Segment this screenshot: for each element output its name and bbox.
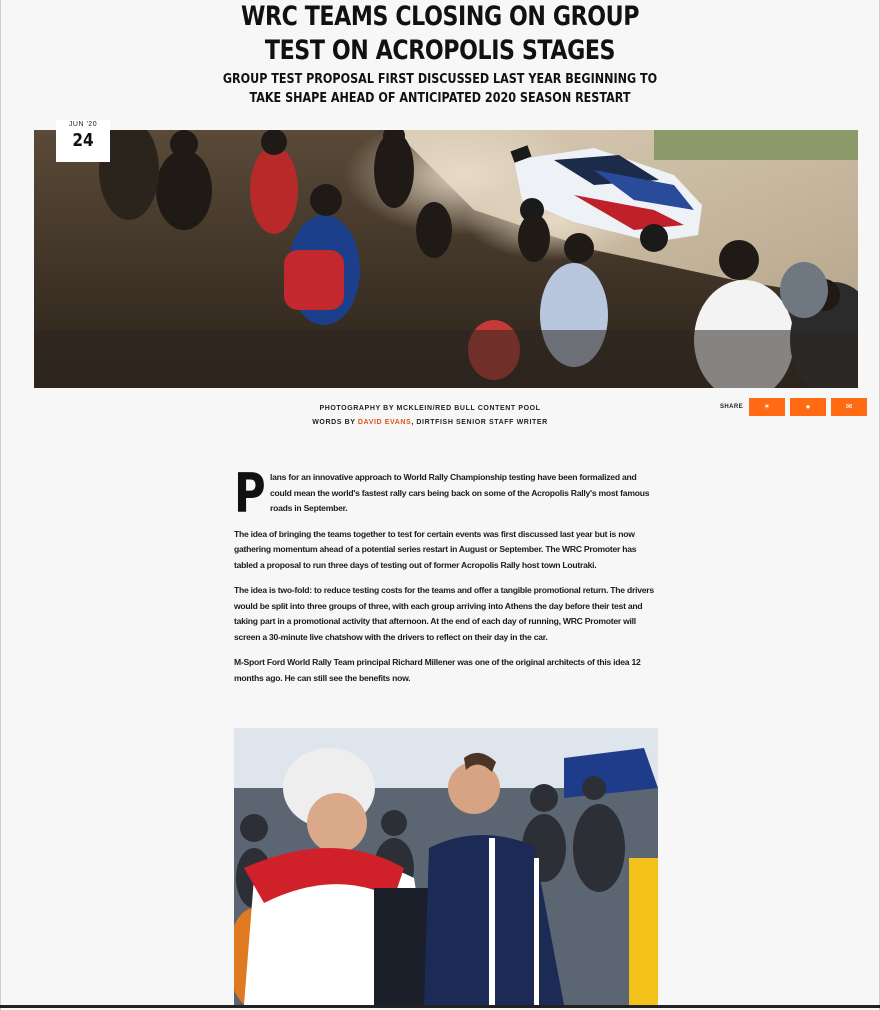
dropcap: P — [234, 462, 266, 525]
paragraph-1-text: lans for an innovative approach to World Rally Championship testing have been formalized and could mean the world's fastest rally cars being back on some of the Acropolis Rally's most famous roads in September. — [270, 472, 650, 513]
second-image — [234, 728, 658, 1005]
article-title — [79, 0, 801, 68]
share-bar — [720, 398, 867, 416]
byline-suffix: , DIRTFISH SENIOR STAFF WRITER — [411, 419, 548, 426]
twitter-icon: ✶ — [763, 402, 771, 411]
byline-prefix: WORDS BY — [312, 419, 358, 426]
hero-image — [34, 130, 858, 388]
date-month: JUN '20 — [68, 121, 98, 128]
rally-car-spectators-photo — [34, 130, 858, 388]
article-subtitle — [62, 70, 819, 108]
date-day: 24 — [72, 130, 94, 151]
share-facebook-button[interactable] — [790, 398, 826, 416]
share-email-button[interactable] — [831, 398, 867, 416]
article-title-line-1: WRC TEAMS CLOSING ON GROUP — [240, 1, 640, 32]
article-title-line-2: TEST ON ACROPOLIS STAGES — [264, 35, 616, 66]
bottom-divider — [0, 1005, 880, 1008]
facebook-icon: ● — [805, 402, 811, 411]
article-subtitle-line-2: TAKE SHAPE AHEAD OF ANTICIPATED 2020 SEASON RESTART — [249, 91, 631, 106]
paragraph-4: M-Sport Ford World Rally Team principal Richard Millener was one of the original architects of this idea 12 months ago. He can still see the benefits now. — [234, 657, 641, 683]
share-label: SHARE — [720, 404, 744, 410]
author-link[interactable]: DAVID EVANS — [357, 419, 412, 426]
paragraph-2: The idea of bringing the teams together to test for certain events was first discussed last year but is now gathering momentum ahead of a potential series restart in August or September. The WRC Promoter has tabled a proposal to run three days of testing out of former Acropolis Rally host town Loutraki. — [234, 528, 637, 570]
share-twitter-button[interactable] — [749, 398, 785, 416]
date-badge — [56, 120, 110, 162]
drivers-paddock-photo — [234, 728, 658, 1005]
paragraph-1 — [234, 462, 658, 525]
email-icon: ✉ — [845, 402, 853, 411]
paragraph-3: The idea is two-fold: to reduce testing costs for the teams and offer a tangible promotional return. The drivers would be split into three groups of three, with each group arriving into Athens the day before their test and taking part in a promotional activity that afternoon. At the end of each day of running, WRC Promoter will screen a 30-minute live chatshow with the drivers to reflect on their day in the car. — [234, 585, 654, 642]
article-subtitle-line-1: GROUP TEST PROPOSAL FIRST DISCUSSED LAST YEAR BEGINNING TO — [222, 72, 658, 87]
author-byline — [250, 419, 610, 426]
article-body — [234, 462, 658, 696]
photo-credit: PHOTOGRAPHY BY MCKLEIN/RED BULL CONTENT POOL — [319, 405, 541, 412]
